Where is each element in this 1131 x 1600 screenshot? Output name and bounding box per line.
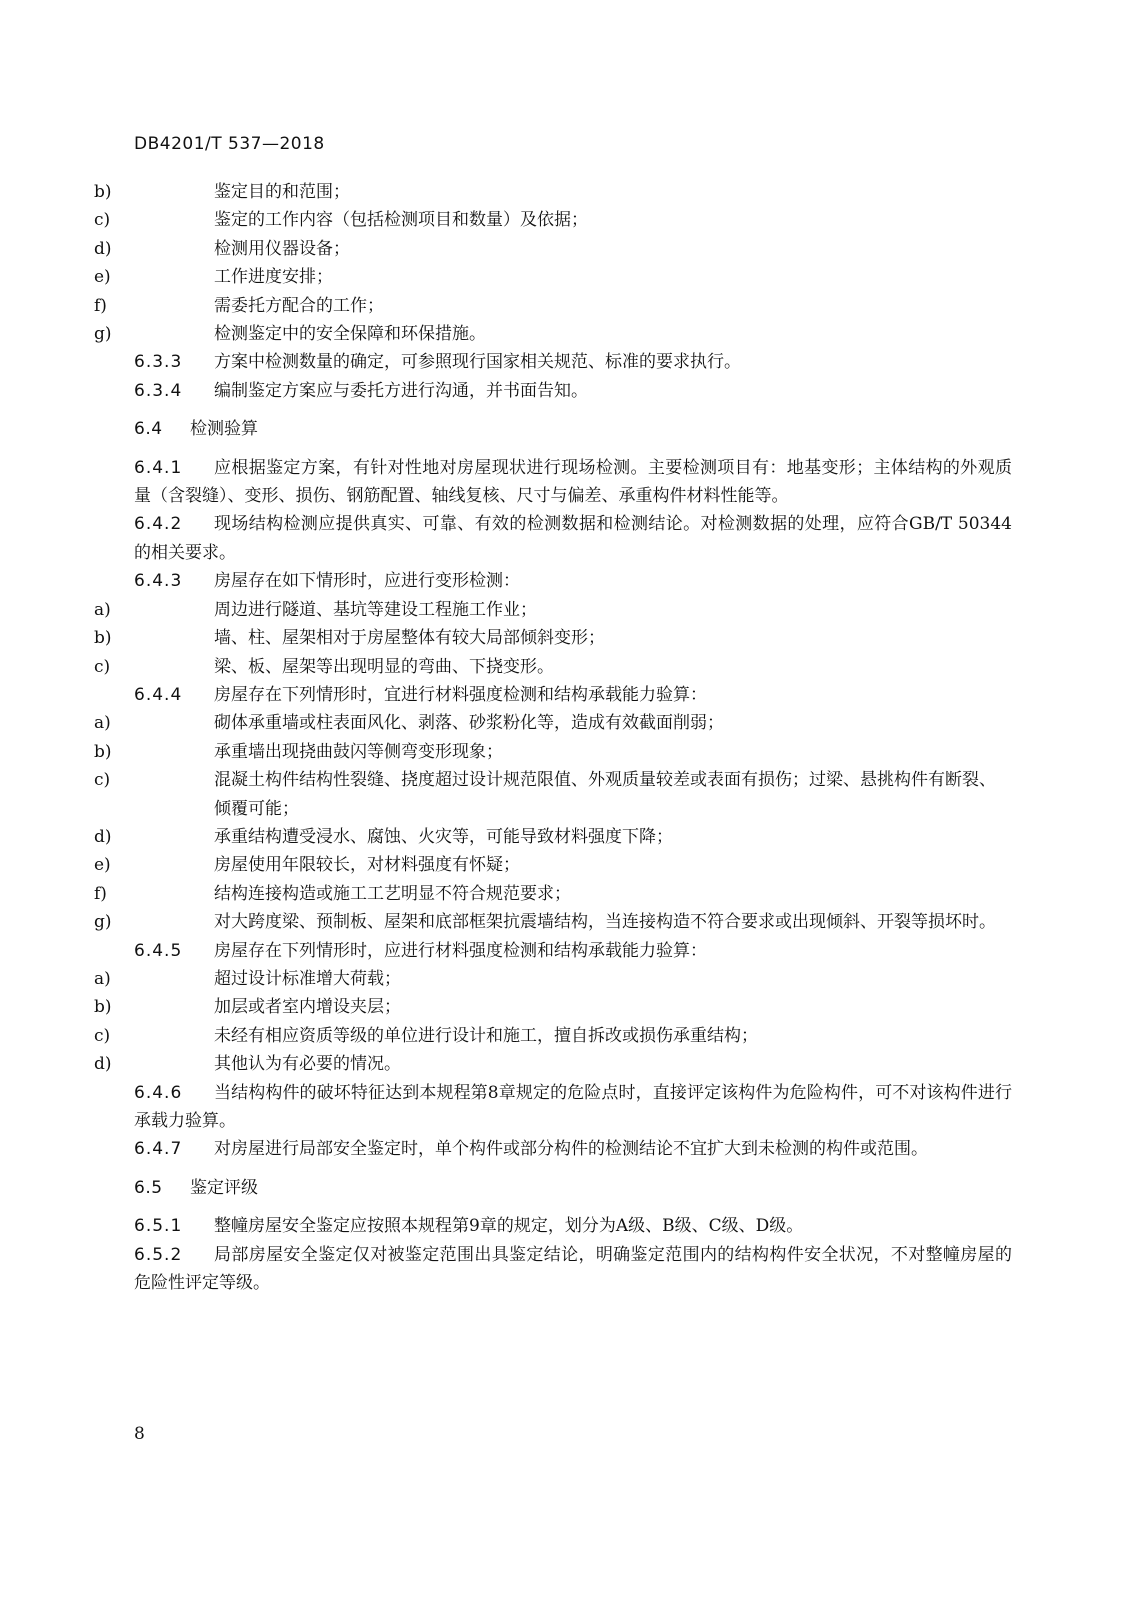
paragraph-text: 房屋存在如下情形时，应进行变形检测： <box>214 571 520 592</box>
paragraph-text: 周边进行隧道、基坑等建设工程施工作业； <box>214 599 537 620</box>
document-code-header: DB4201/T 537—2018 <box>134 134 325 154</box>
list-item <box>94 965 1012 993</box>
list-marker: c) <box>94 210 111 231</box>
list-item <box>94 908 1012 936</box>
paragraph-text: 应根据鉴定方案，有针对性地对房屋现状进行现场检测。主要检测项目有：地基变形；主体结构的外观质量（含裂缝）、变形、损伤、钢筋配置、轴线复核、尺寸与偏差、承重构件材料性能等。 <box>134 457 1012 507</box>
clause-number: 6.3.4 <box>134 380 183 401</box>
clause-number: 6.4.6 <box>134 1082 183 1103</box>
paragraph-text: 需委托方配合的工作； <box>214 295 384 316</box>
list-marker: a) <box>94 599 111 620</box>
list-item <box>94 596 1012 624</box>
list-marker: c) <box>94 770 111 791</box>
paragraph-text: 对房屋进行局部安全鉴定时，单个构件或部分构件的检测结论不宜扩大到未检测的构件或范围。 <box>214 1139 928 1160</box>
section-heading <box>134 415 1012 443</box>
paragraph-text: 房屋存在下列情形时，应进行材料强度检测和结构承载能力验算： <box>214 940 707 961</box>
list-item <box>94 292 1012 320</box>
paragraph-text: 其他认为有必要的情况。 <box>214 1054 401 1075</box>
paragraph-text: 混凝土构件结构性裂缝、挠度超过设计规范限值、外观质量较差或表面有损伤；过梁、悬挑构件有断裂、倾覆可能； <box>214 770 996 819</box>
list-item <box>94 235 1012 263</box>
clause-number: 6.4.1 <box>134 457 183 478</box>
list-marker: g) <box>94 324 112 345</box>
paragraph-text: 整幢房屋安全鉴定应按照本规程第9章的规定，划分为A级、B级、C级、D级。 <box>214 1216 804 1237</box>
list-item <box>94 320 1012 348</box>
paragraph-text: 承重结构遭受浸水、腐蚀、火灾等，可能导致材料强度下降； <box>214 826 673 847</box>
paragraph-text: 加层或者室内增设夹层； <box>214 997 401 1018</box>
list-marker: b) <box>94 741 112 762</box>
list-marker: f) <box>94 295 107 316</box>
list-item <box>94 880 1012 908</box>
paragraph-text: 方案中检测数量的确定，可参照现行国家相关规范、标准的要求执行。 <box>214 352 741 373</box>
paragraph-text: 墙、柱、屋架相对于房屋整体有较大局部倾斜变形； <box>214 628 605 649</box>
section-number: 6.4 <box>134 419 163 440</box>
section-heading <box>134 1174 1012 1202</box>
list-marker: e) <box>94 855 111 876</box>
list-marker: a) <box>94 968 111 989</box>
clause-paragraph <box>134 377 1012 405</box>
clause-paragraph <box>134 510 1012 567</box>
section-title: 鉴定评级 <box>190 1177 258 1198</box>
paragraph-text: 超过设计标准增大荷载； <box>214 968 401 989</box>
clause-number: 6.4.7 <box>134 1139 183 1160</box>
list-item <box>94 709 1012 737</box>
paragraph-text: 结构连接构造或施工工艺明显不符合规范要求； <box>214 883 571 904</box>
clause-number: 6.5.1 <box>134 1216 183 1237</box>
clause-paragraph <box>134 681 1012 709</box>
clause-number: 6.3.3 <box>134 352 183 373</box>
clause-paragraph <box>134 1241 1012 1298</box>
paragraph-text: 承重墙出现挠曲鼓闪等侧弯变形现象； <box>214 741 503 762</box>
clause-paragraph <box>134 1212 1012 1240</box>
section-number: 6.5 <box>134 1177 163 1198</box>
list-marker: c) <box>94 1025 111 1046</box>
paragraph-text: 检测用仪器设备； <box>214 238 350 259</box>
list-marker: g) <box>94 912 112 933</box>
list-item <box>94 738 1012 766</box>
list-item <box>94 1050 1012 1078</box>
section-title: 检测验算 <box>190 419 258 440</box>
paragraph-text: 编制鉴定方案应与委托方进行沟通，并书面告知。 <box>214 380 588 401</box>
list-item <box>94 206 1012 234</box>
list-marker: e) <box>94 267 111 288</box>
paragraph-text: 工作进度安排； <box>214 267 333 288</box>
paragraph-text: 梁、板、屋架等出现明显的弯曲、下挠变形。 <box>214 656 554 677</box>
list-item <box>94 178 1012 206</box>
paragraph-text: 砌体承重墙或柱表面风化、剥落、砂浆粉化等，造成有效截面削弱； <box>214 713 724 734</box>
list-marker: d) <box>94 1054 112 1075</box>
list-item <box>94 263 1012 291</box>
paragraph-text: 房屋存在下列情形时，宜进行材料强度检测和结构承载能力验算： <box>214 684 707 705</box>
clause-number: 6.4.3 <box>134 571 183 592</box>
clause-number: 6.4.4 <box>134 684 183 705</box>
list-marker: a) <box>94 713 111 734</box>
list-marker: b) <box>94 997 112 1018</box>
list-marker: c) <box>94 656 111 677</box>
list-item <box>94 624 1012 652</box>
list-marker: f) <box>94 883 107 904</box>
list-marker: d) <box>94 826 112 847</box>
clause-number: 6.5.2 <box>134 1244 183 1265</box>
list-item <box>94 993 1012 1021</box>
paragraph-text: 鉴定目的和范围； <box>214 182 350 202</box>
clause-paragraph <box>134 348 1012 376</box>
paragraph-text: 未经有相应资质等级的单位进行设计和施工，擅自拆改或损伤承重结构； <box>214 1025 758 1046</box>
list-item <box>94 1022 1012 1050</box>
list-item <box>94 851 1012 879</box>
clause-paragraph <box>134 1079 1012 1136</box>
list-item <box>94 823 1012 851</box>
document-body <box>94 178 1012 1297</box>
paragraph-text: 局部房屋安全鉴定仅对被鉴定范围出具鉴定结论，明确鉴定范围内的结构构件安全状况，不对整幢房屋的危险性评定等级。 <box>134 1244 1012 1294</box>
clause-number: 6.4.5 <box>134 940 183 961</box>
list-item <box>94 653 1012 681</box>
paragraph-text: 鉴定的工作内容（包括检测项目和数量）及依据； <box>214 210 588 231</box>
paragraph-text: 现场结构检测应提供真实、可靠、有效的检测数据和检测结论。对检测数据的处理，应符合GB/T 50344的相关要求。 <box>134 514 1012 563</box>
list-item <box>94 766 1012 823</box>
list-marker: d) <box>94 238 112 259</box>
list-marker: b) <box>94 182 112 202</box>
paragraph-text: 检测鉴定中的安全保障和环保措施。 <box>214 324 486 345</box>
clause-paragraph <box>134 567 1012 595</box>
paragraph-text: 当结构构件的破坏特征达到本规程第8章规定的危险点时，直接评定该构件为危险构件，可不对该构件进行承载力验算。 <box>134 1082 1012 1131</box>
clause-paragraph <box>134 1135 1012 1163</box>
paragraph-text: 对大跨度梁、预制板、屋架和底部框架抗震墙结构，当连接构造不符合要求或出现倾斜、开裂等损坏时。 <box>214 912 996 933</box>
clause-number: 6.4.2 <box>134 514 183 535</box>
list-marker: b) <box>94 628 112 649</box>
clause-paragraph <box>134 937 1012 965</box>
paragraph-text: 房屋使用年限较长，对材料强度有怀疑； <box>214 855 520 876</box>
page-number: 8 <box>134 1424 145 1444</box>
clause-paragraph <box>134 454 1012 511</box>
